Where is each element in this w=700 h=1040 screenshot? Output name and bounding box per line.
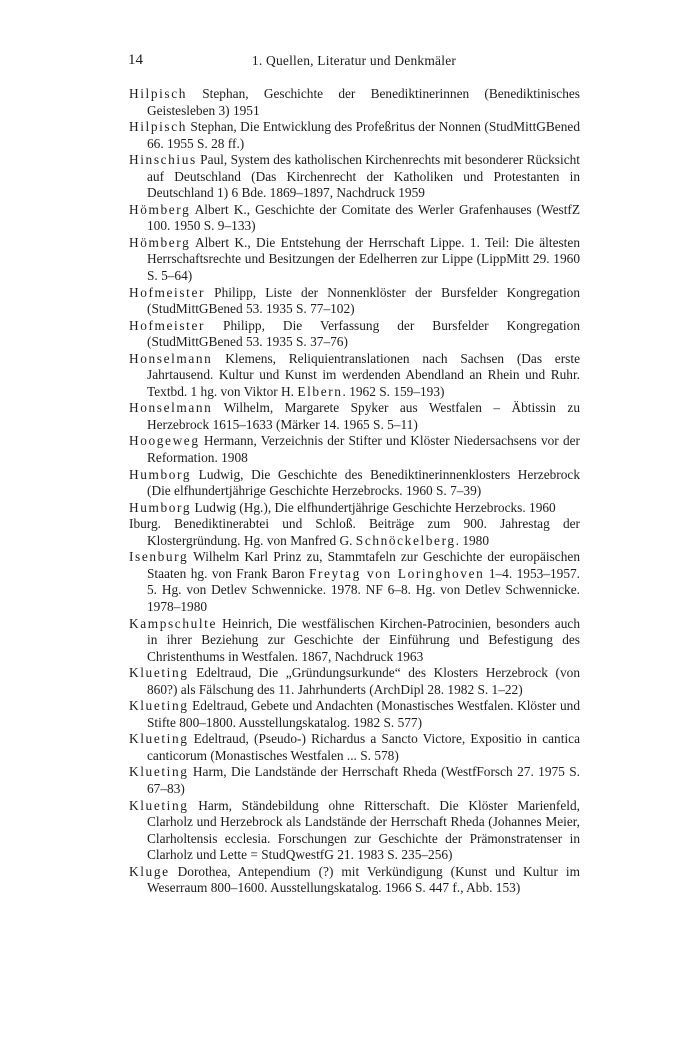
bibliography-entry <box>129 467 580 500</box>
entry-spaced-name: Freytag von Loringhoven <box>308 565 485 581</box>
entry-text: Harm, Die Landstände der Herrschaft Rheda (WestfForsch 27. 1975 S. 67–83) <box>147 764 580 796</box>
entry-author: Honselmann <box>129 400 213 416</box>
bibliography-entry <box>129 433 580 466</box>
entry-text-tail: 1–4. 1953–1957. 5. Hg. von Detlev Schwennicke. 1978. NF 6–8. Hg. von Detlev Schwennicke. 1978–1980 <box>147 565 581 614</box>
entry-text: Harm, Ständebildung ohne Ritterschaft. Die Klöster Marienfeld, Clarholz und Herzebrock als Landstände der Herrschaft Rheda (Johannes Meier, Clarholtensis ecclesia. Forschungen zur Geschichte der Prämonstratenser in Clarholz und Lette = StudQwestfG 21. 1983 S. 235–256) <box>147 797 580 863</box>
entry-text-tail: . 1962 S. 159–193) <box>342 383 445 399</box>
bibliography-entry <box>129 235 580 285</box>
entry-text-tail: . 1980 <box>455 532 490 548</box>
bibliography-entry <box>129 500 580 517</box>
bibliography-entry <box>129 318 580 351</box>
entry-text: Klemens, Reliquientranslationen nach Sachsen (Das erste Jahrtausend. Kultur und Kunst im werdenden Abendland an Rhein und Ruhr. Textbd. 1 hg. von Viktor H. <box>147 350 580 399</box>
bibliography-entry <box>129 731 580 764</box>
entry-text: Ludwig (Hg.), Die elfhundertjährige Geschichte Herzebrocks. 1960 <box>191 499 556 515</box>
entry-spaced-name: Schnöckelberg <box>355 532 456 548</box>
bibliography-entry <box>129 798 580 864</box>
page-number: 14 <box>128 52 143 68</box>
entry-author: Kluge <box>129 863 170 879</box>
entry-author: Klueting <box>129 797 189 813</box>
entry-text: Albert K., Die Entstehung der Herrschaft Lippe. 1. Teil: Die ältesten Herrschaftsrechte und Besitzungen der Edelherren zur Lippe (LippMitt 29. 1960 S. 5–64) <box>147 234 580 284</box>
entry-author: Honselmann <box>129 350 213 366</box>
bibliography-entry <box>129 351 580 401</box>
entry-text: Edeltraud, Gebete und Andachten (Monastisches Westfalen. Klöster und Stifte 800–1800. Ausstellungskatalog. 1982 S. 577) <box>147 698 580 730</box>
entry-author: Klueting <box>129 731 189 747</box>
entry-author: Humborg <box>129 499 192 515</box>
entry-author: Isenburg <box>129 549 189 565</box>
entry-text: Albert K., Geschichte der Comitate des Werler Grafenhauses (WestfZ 100. 1950 S. 9–133) <box>147 201 580 234</box>
page-header <box>128 52 580 72</box>
bibliography-entry <box>129 285 580 318</box>
entry-author: Hilpisch <box>129 119 188 135</box>
entry-text: Wilhelm Karl Prinz zu, Stammtafeln zur Geschichte der europäischen Staaten hg. von Frank Baron <box>147 549 580 581</box>
entry-text: Philipp, Liste der Nonnenklöster der Bursfelder Kongregation (StudMittGBened 53. 1935 S. 77–102) <box>147 284 580 317</box>
bibliography-entry <box>129 549 580 615</box>
entry-author: Klueting <box>129 665 189 681</box>
entry-author: Hofmeister <box>129 317 206 333</box>
bibliography-entry <box>129 516 580 549</box>
entry-author: Hömberg <box>129 234 191 250</box>
entry-text: Stephan, Die Entwicklung des Profeßritus der Nonnen (StudMittGBened 66. 1955 S. 28 ff.) <box>147 119 580 151</box>
bibliography-list <box>129 86 580 897</box>
bibliography-entry <box>129 152 580 202</box>
entry-spaced-name: Elbern <box>297 383 343 399</box>
entry-author: Klueting <box>129 764 189 780</box>
entry-author: Kampschulte <box>129 615 218 631</box>
entry-text: Paul, System des katholischen Kirchenrechts mit besonderer Rücksicht auf Deutschland (Das Kirchenrecht der Katholiken und Protestanten in Deutschland 1) 6 Bde. 1869–1897, Nachdruck 1959 <box>147 152 580 201</box>
bibliography-entry <box>129 698 580 731</box>
entry-author: Hömberg <box>129 201 191 217</box>
entry-author: Hofmeister <box>129 284 206 300</box>
bibliography-entry <box>129 616 580 666</box>
entry-text: Hermann, Verzeichnis der Stifter und Klöster Niedersachsens vor der Reformation. 1908 <box>147 433 580 466</box>
entry-text: Heinrich, Die westfälischen Kirchen-Patrocinien, besonders auch in ihrer Beziehung zur Geschichte der Einführung und Befestigung des Christenthums in Westfalen. 1867, Nachdruck 1963 <box>147 615 580 664</box>
entry-text: Edeltraud, (Pseudo-) Richardus a Sancto Victore, Expositio in cantica canticorum (Monastisches Westfalen ... S. 578) <box>147 731 580 763</box>
entry-text: Dorothea, Antependium (?) mit Verkündigung (Kunst und Kultur im Weserraum 800–1600. Ausstellungskatalog. 1966 S. 447 f., Abb. 153) <box>147 863 580 896</box>
bibliography-entry <box>129 119 580 152</box>
running-title: 1. Quellen, Literatur und Denkmäler <box>251 53 457 68</box>
entry-text: Philipp, Die Verfassung der Bursfelder Kongregation (StudMittGBened 53. 1935 S. 37–76) <box>147 317 580 350</box>
entry-author: Klueting <box>129 698 189 714</box>
bibliography-entry <box>129 665 580 698</box>
bibliography-entry <box>129 86 580 119</box>
entry-text: Iburg. Benediktinerabtei und Schloß. Beiträge zum 900. Jahrestag der Klostergründung. Hg. von Manfred G. <box>129 516 580 548</box>
entry-author: Hilpisch <box>129 86 188 101</box>
entry-text: Wilhelm, Margarete Spyker aus Westfalen – Äbtissin zu Herzebrock 1615–1633 (Märker 14. 1965 S. 5–11) <box>147 400 580 432</box>
entry-author: Hoogeweg <box>129 433 200 449</box>
bibliography-entry <box>129 202 580 235</box>
bibliography-entry <box>129 400 580 433</box>
bibliography-entry <box>129 764 580 797</box>
entry-author: Hinschius <box>129 152 197 168</box>
entry-text: Stephan, Geschichte der Benediktinerinnen (Benediktinisches Geistesleben 3) 1951 <box>147 86 580 118</box>
entry-author: Humborg <box>129 466 192 482</box>
entry-text: Ludwig, Die Geschichte des Benediktinerinnenklosters Herzebrock (Die elfhundertjährige Geschichte Herzebrocks. 1960 S. 7–39) <box>147 466 580 499</box>
bibliography-entry <box>129 864 580 897</box>
entry-text: Edeltraud, Die „Gründungsurkunde“ des Klosters Herzebrock (von 860?) als Fälschung des 11. Jahrhunderts (ArchDipl 28. 1982 S. 1–22) <box>147 665 580 697</box>
